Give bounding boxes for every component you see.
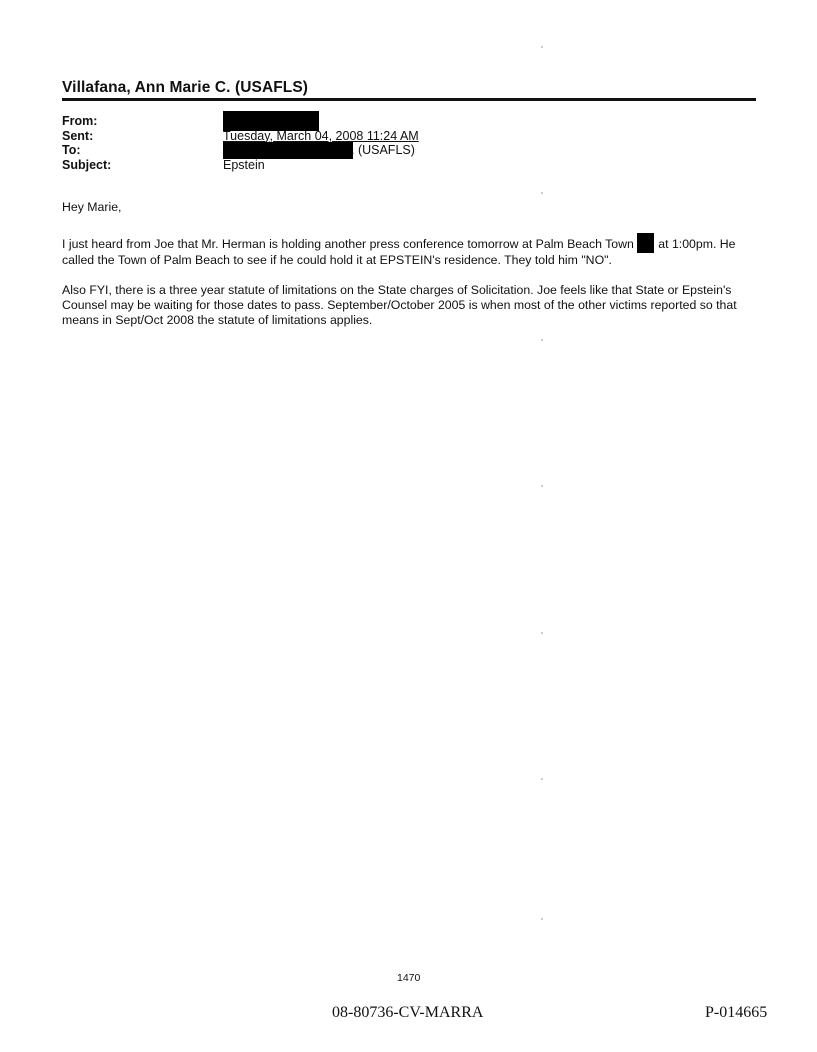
- subject-value: Epstein: [223, 157, 265, 172]
- scan-speck: [541, 46, 543, 48]
- mailbox-owner-name: Villafana, Ann Marie C. (USAFLS): [62, 79, 309, 96]
- body-paragraph-2: Also FYI, there is a three year statute of limitations on the State charges of Solicitation. Joe feels like that State or Epstein's Counsel may be waiting for those dates to pass. September/October 2005 is when most of the other victims reported so that means in Sept/Oct 2008 the statute of limitations applies.: [62, 283, 737, 327]
- subject-label: Subject:: [62, 157, 112, 172]
- sent-value: Tuesday, March 04, 2008 11:24 AM: [223, 128, 419, 143]
- bates-number: P-014665: [705, 1004, 768, 1021]
- inline-redaction: [637, 233, 654, 253]
- para1-after-redaction: at 1:00pm. He called the Town of Palm Beach to see if he could hold it at EPSTEIN's residence. They told him "NO".: [62, 237, 736, 267]
- page-number: 1470: [397, 972, 421, 984]
- scan-speck: [541, 778, 543, 780]
- to-label: To:: [62, 143, 81, 157]
- sent-label: Sent:: [62, 128, 94, 143]
- greeting: Hey Marie,: [62, 200, 122, 214]
- scan-speck: [541, 339, 543, 341]
- case-number: 08-80736-CV-MARRA: [332, 1004, 484, 1021]
- scan-speck: [541, 192, 543, 194]
- scan-speck: [541, 485, 543, 487]
- header-divider: [62, 98, 756, 101]
- from-label: From:: [62, 114, 98, 128]
- to-value-suffix: . (USAFLS): [351, 143, 415, 157]
- scan-speck: [541, 918, 543, 920]
- email-field-values: [223, 114, 419, 172]
- from-value: [223, 114, 419, 129]
- email-body: [62, 200, 752, 328]
- para1-before-redaction: I just heard from Joe that Mr. Herman is holding another press conference tomorrow at Palm Beach Town: [62, 237, 634, 251]
- email-field-labels: [62, 114, 111, 172]
- to-redaction: [223, 142, 353, 159]
- scan-speck: [541, 632, 543, 634]
- to-value: [223, 143, 419, 158]
- body-paragraph-1: [62, 233, 752, 268]
